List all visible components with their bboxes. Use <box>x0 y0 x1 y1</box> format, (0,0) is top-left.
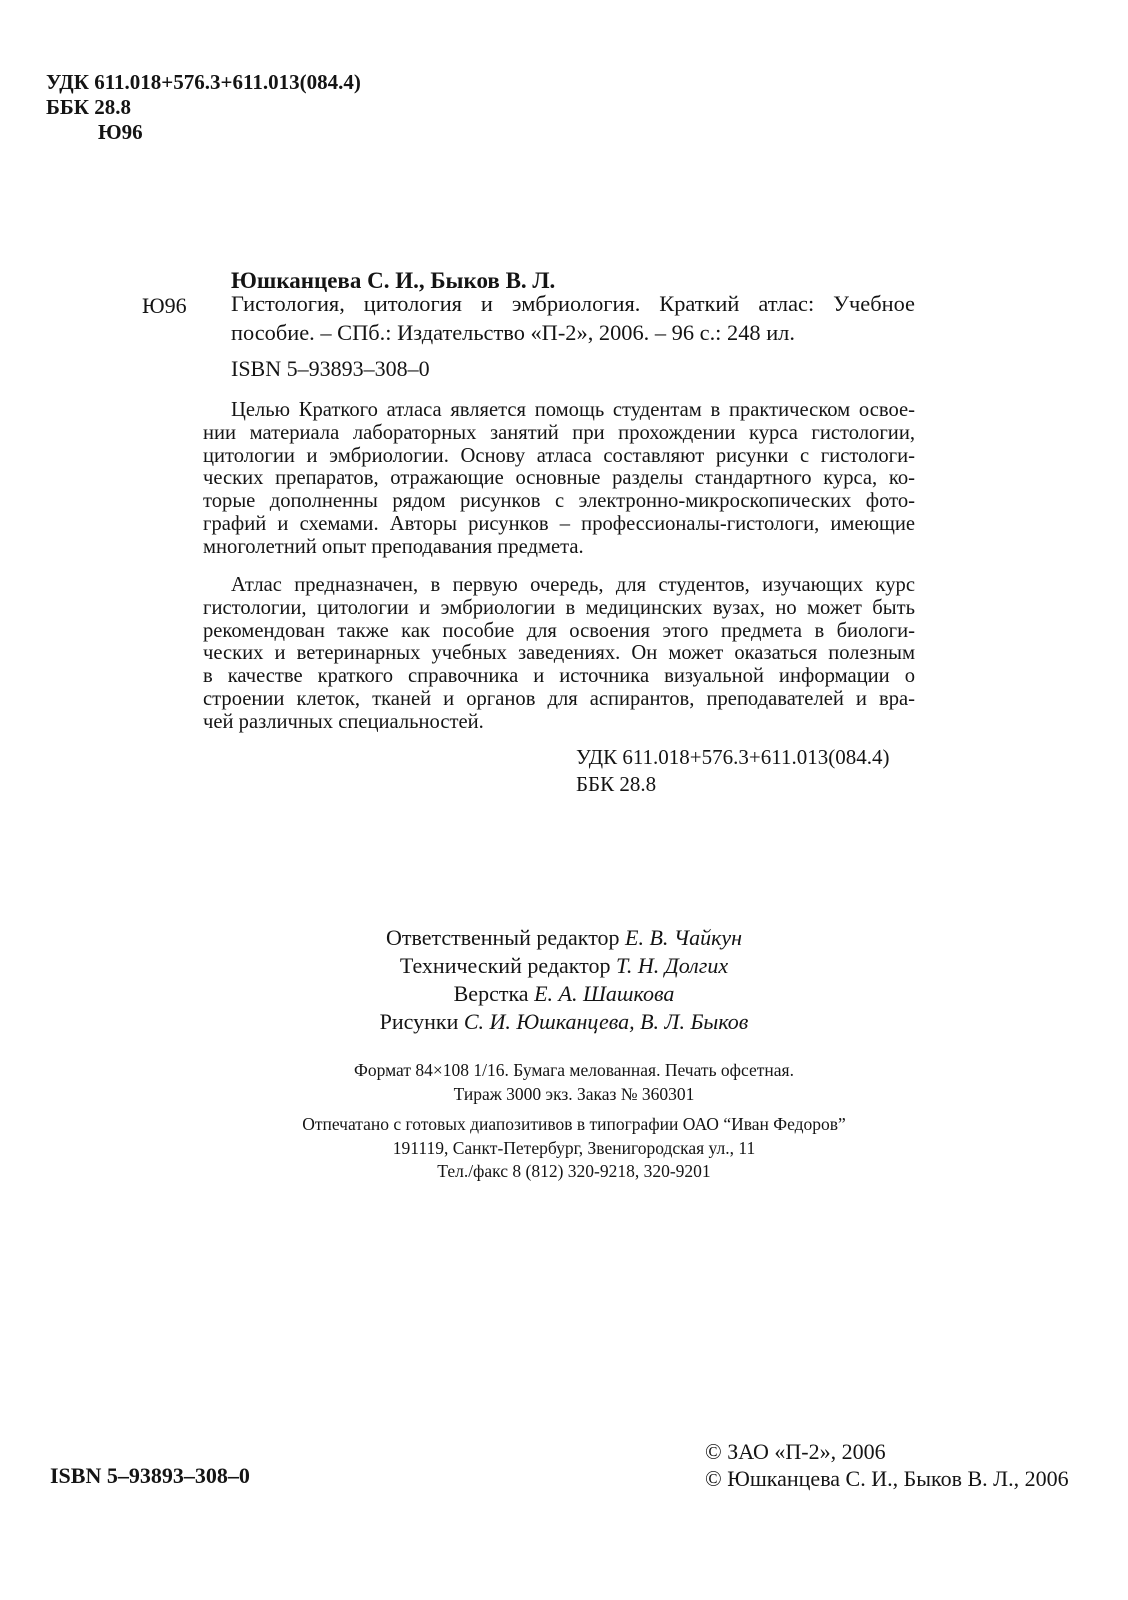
text-line: рекомендован также как пособие для освоения этого предмета в биологи- <box>203 619 915 642</box>
top-udk-code: УДК 611.018+576.3+611.013(084.4) <box>46 70 361 94</box>
credit-name: Е. А. Шашкова <box>534 981 675 1006</box>
credit-name: Т. Н. Долгих <box>616 953 729 978</box>
credit-role: Технический редактор <box>399 953 616 978</box>
text-line: Атлас предназначен, в первую очередь, для студентов, изучающих курс <box>231 574 915 596</box>
credit-name: Е. В. Чайкун <box>625 925 743 950</box>
text-line: Целью Краткого атласа является помощь студентам в практическом освое- <box>231 399 915 421</box>
credit-name: С. И. Юшканцева, В. Л. Быков <box>463 1009 749 1034</box>
imprint-address: 191119, Санкт-Петербург, Звенигородская ул., 11 <box>392 1138 756 1158</box>
text-line: чей различных специальностей. <box>203 710 484 733</box>
bib-authors: Юшканцева С. И., Быков В. Л. <box>231 268 556 293</box>
top-author-mark: Ю96 <box>98 120 143 144</box>
text-line: гистологии, цитологии и эмбриологии в медицинских вузах, но может быть <box>203 596 915 619</box>
bib-title-block <box>231 289 915 347</box>
bib-isbn: ISBN 5–93893–308–0 <box>231 356 430 381</box>
imprint-format: Формат 84×108 1/16. Бумага мелованная. Печать офсетная. <box>354 1060 794 1080</box>
bottom-isbn: ISBN 5–93893–308–0 <box>50 1463 250 1488</box>
imprint-print-run: Тираж 3000 экз. Заказ № 360301 <box>453 1084 695 1104</box>
text-line: графий и схемами. Авторы рисунков – профессионалы-гистологи, имеющие <box>203 512 915 535</box>
credit-illustrations <box>0 1009 1128 1035</box>
text-line: многолетний опыт преподавания предмета. <box>203 535 584 558</box>
text-line: нии материала лабораторных занятий при прохождении курса гистологии, <box>203 421 915 444</box>
bib-bbk-code: ББК 28.8 <box>576 772 657 796</box>
bib-title-line-1: Гистология, цитология и эмбриология. Краткий атлас: Учебное <box>231 291 915 316</box>
credit-layout <box>0 981 1128 1007</box>
credit-chief-editor <box>0 925 1128 951</box>
credit-technical-editor <box>0 953 1128 979</box>
text-line: ческих и ветеринарных учебных заведениях. Он может оказаться полезным <box>203 642 915 665</box>
top-bbk-code: ББК 28.8 <box>46 95 131 119</box>
text-line: ческих препаратов, отражающие основные разделы стандартного курса, ко- <box>203 467 915 490</box>
text-line: строении клеток, тканей и органов для аспирантов, преподавателей и вра- <box>203 687 915 710</box>
bib-udk-code: УДК 611.018+576.3+611.013(084.4) <box>576 745 890 769</box>
bib-author-mark: Ю96 <box>142 293 187 318</box>
text-line: в качестве краткого справочника и источника визуальной информации о <box>203 665 915 688</box>
imprint-phone: Тел./факс 8 (812) 320-9218, 320-9201 <box>437 1161 711 1181</box>
annotation-paragraph-1 <box>203 399 915 559</box>
bib-title-line-2: пособие. – СПб.: Издательство «П-2», 2006. – 96 с.: 248 ил. <box>231 320 795 345</box>
credit-role: Рисунки <box>379 1009 464 1034</box>
text-line: цитологии и эмбриологии. Основу атласа составляют рисунки с гистологи- <box>203 444 915 467</box>
copyright-publisher: © ЗАО «П-2», 2006 <box>705 1439 886 1464</box>
copyright-authors: © Юшканцева С. И., Быков В. Л., 2006 <box>705 1466 1069 1491</box>
text-line: торые дополненны рядом рисунков с электронно-микроскопических фото- <box>203 490 915 513</box>
credit-role: Верстка <box>453 981 535 1006</box>
credit-role: Ответственный редактор <box>385 925 626 950</box>
annotation-paragraph-2 <box>203 574 915 734</box>
imprint-printer: Отпечатано с готовых диапозитивов в типографии ОАО “Иван Федоров” <box>302 1114 846 1134</box>
